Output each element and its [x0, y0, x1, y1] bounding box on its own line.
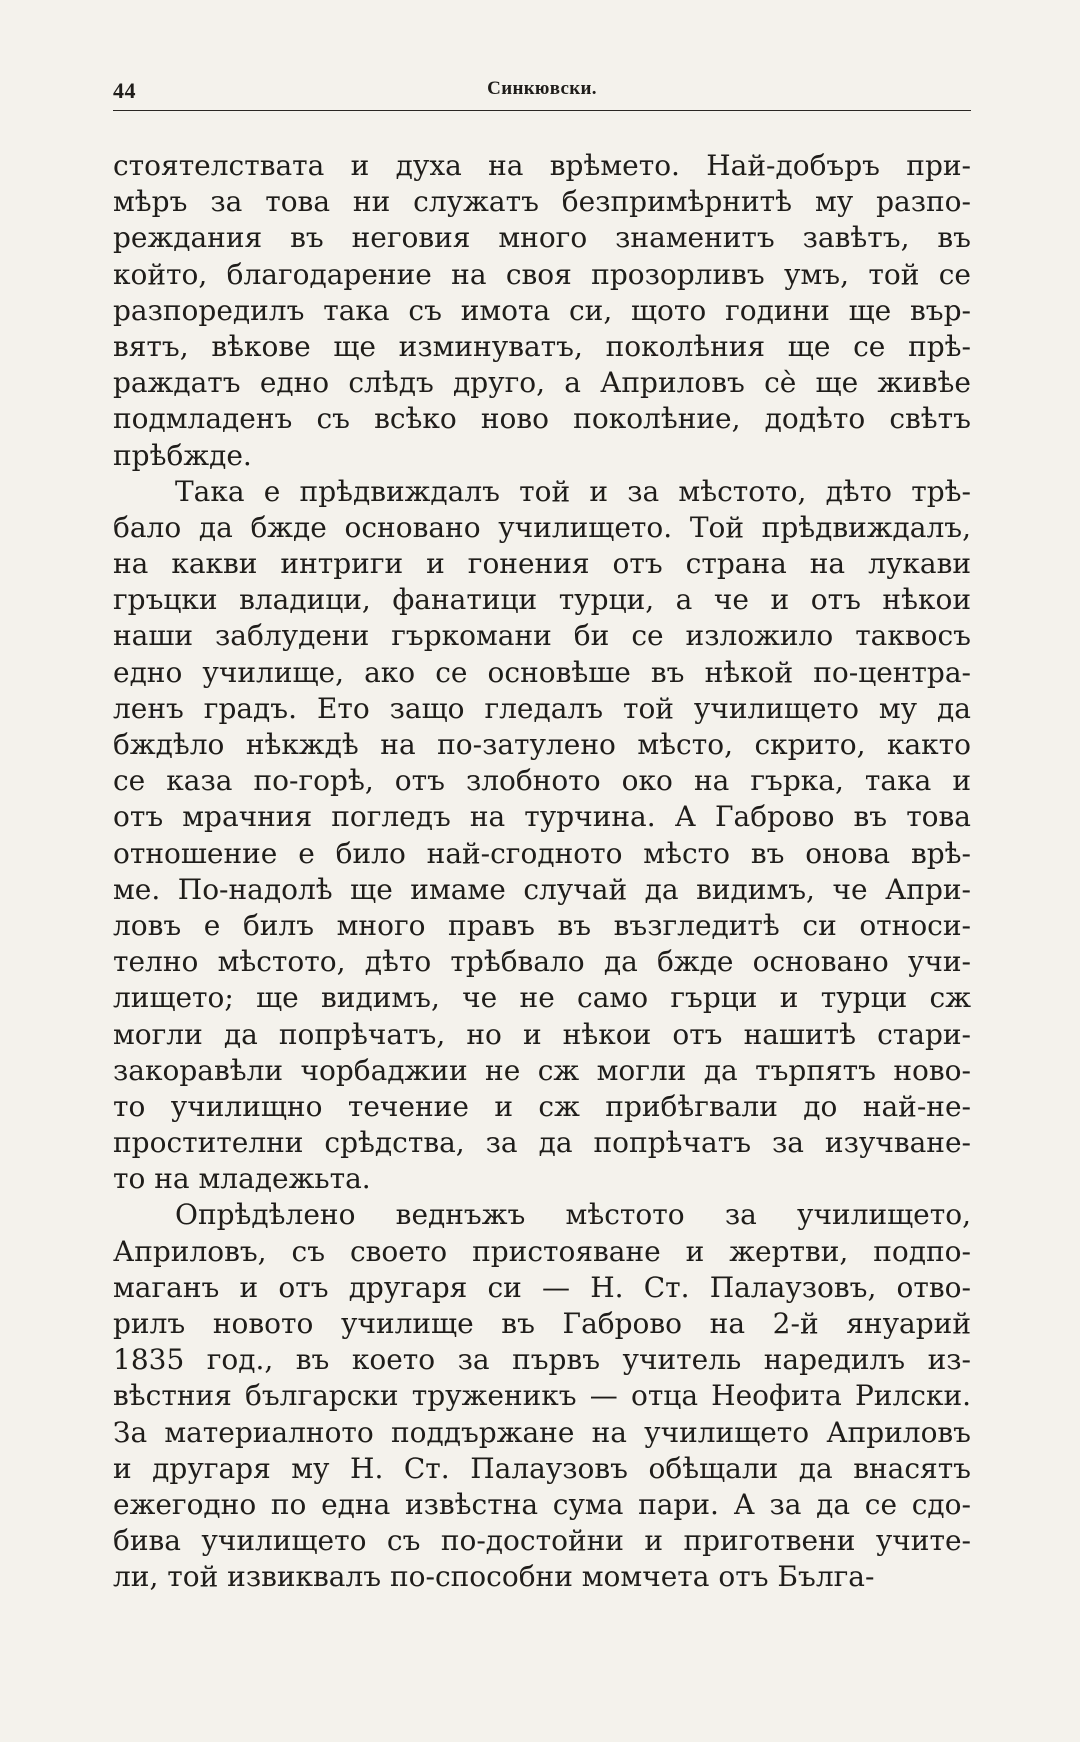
text-line: вѣстния български труженикъ — отца Неофита Рилски.: [113, 1379, 971, 1413]
text-line: могли да попрѣчатъ, но и нѣкои отъ нашитѣ стари-: [113, 1017, 971, 1051]
text-line: 1835 год., въ което за първъ учитель наредилъ из-: [113, 1343, 971, 1377]
text-line: то училищно течение и сж прибѣгвали до най-не-: [113, 1089, 971, 1123]
text-line: маганъ и отъ другаря си — Н. Ст. Палаузовъ, отво-: [113, 1270, 971, 1304]
text-line: вятъ, вѣкове ще изминуватъ, поколѣния ще се прѣ-: [113, 329, 971, 363]
text-line: телно мѣстото, дѣто трѣбвало да бжде основано учи-: [113, 945, 971, 979]
text-line: бива училището съ по-достойни и приготвени учите-: [113, 1524, 971, 1558]
text-line: на какви интриги и гонения отъ страна на лукави: [113, 547, 971, 581]
text-line: Така е прѣдвиждалъ той и за мѣстото, дѣто трѣ-: [175, 474, 971, 508]
page-number: 44: [113, 78, 136, 103]
text-line: За материалното поддържане на училището Априловъ: [113, 1415, 971, 1449]
text-line: бало да бжде основано училището. Той прѣдвиждалъ,: [113, 510, 971, 544]
text-line: се каза по-горѣ, отъ злобното око на гърка, така и: [113, 764, 971, 798]
text-line: простителни срѣдства, за да попрѣчатъ за изучване-: [113, 1126, 971, 1160]
text-line: ленъ градъ. Ето защо гледалъ той училището му да: [113, 691, 971, 725]
text-line: Априловъ, съ своето пристояване и жертви, подпо-: [113, 1234, 971, 1268]
text-line: мѣръ за това ни служатъ безпримѣрнитѣ му разпо-: [113, 185, 971, 219]
text-line: реждания въ неговия много знаменитъ завѣтъ, въ: [113, 221, 971, 255]
text-line: закоравѣли чорбаджии не сж могли да търпятъ ново-: [113, 1053, 971, 1087]
text-line: то на младежьта.: [113, 1162, 371, 1196]
text-line: раждатъ едно слѣдъ друго, а Априловъ сѐ ще живѣе: [113, 366, 971, 400]
text-line: който, благодарение на своя прозорливъ умъ, той се: [113, 257, 971, 291]
text-line: ли, той извиквалъ по-способни момчета отъ Бълга-: [113, 1560, 875, 1594]
header-rule: [113, 110, 971, 111]
text-line: рилъ новото училище въ Габрово на 2-й януарий: [113, 1307, 971, 1340]
text-line: подмладенъ съ всѣко ново поколѣние, додѣто свѣтъ: [113, 402, 971, 436]
text-line: ловъ е билъ много правъ въ възгледитѣ си относи-: [113, 908, 971, 942]
text-line: прѣбжде.: [113, 438, 252, 472]
text-line: стоятелствата и духа на врѣмето. Най-добъръ при-: [113, 149, 971, 182]
text-line: отношение е било най-сгодното мѣсто въ онова врѣ-: [113, 836, 971, 870]
text-line: лището; ще видимъ, че не само гърци и турци сж: [113, 981, 971, 1015]
text-line: гръцки владици, фанатици турци, а че и отъ нѣкои: [113, 583, 971, 617]
running-title: Синкювски.: [487, 78, 597, 99]
text-line: ежегодно по една извѣстна сума пари. А за да се сдо-: [113, 1487, 971, 1521]
text-line: бждѣло нѣкждѣ на по-затулено мѣсто, скрито, както: [113, 728, 971, 761]
text-line: разпоредилъ така съ имота си, щото години ще вър-: [113, 293, 971, 327]
text-line: ме. По-надолѣ ще имаме случай да видимъ, че Апри-: [113, 872, 971, 906]
text-line: Опрѣдѣлено веднъжъ мѣстото за училището,: [175, 1198, 971, 1232]
page-header: [113, 78, 971, 112]
text-line: наши заблудени гъркомани би се изложило таквосъ: [113, 619, 971, 653]
text-line: отъ мрачния погледъ на турчина. А Габрово въ това: [113, 800, 971, 834]
text-line: едно училище, ако се основѣше въ нѣкой по-центра-: [113, 655, 971, 689]
body-text: [113, 148, 971, 1596]
text-line: и другаря му Н. Ст. Палаузовъ обѣщали да внасятъ: [113, 1451, 971, 1485]
